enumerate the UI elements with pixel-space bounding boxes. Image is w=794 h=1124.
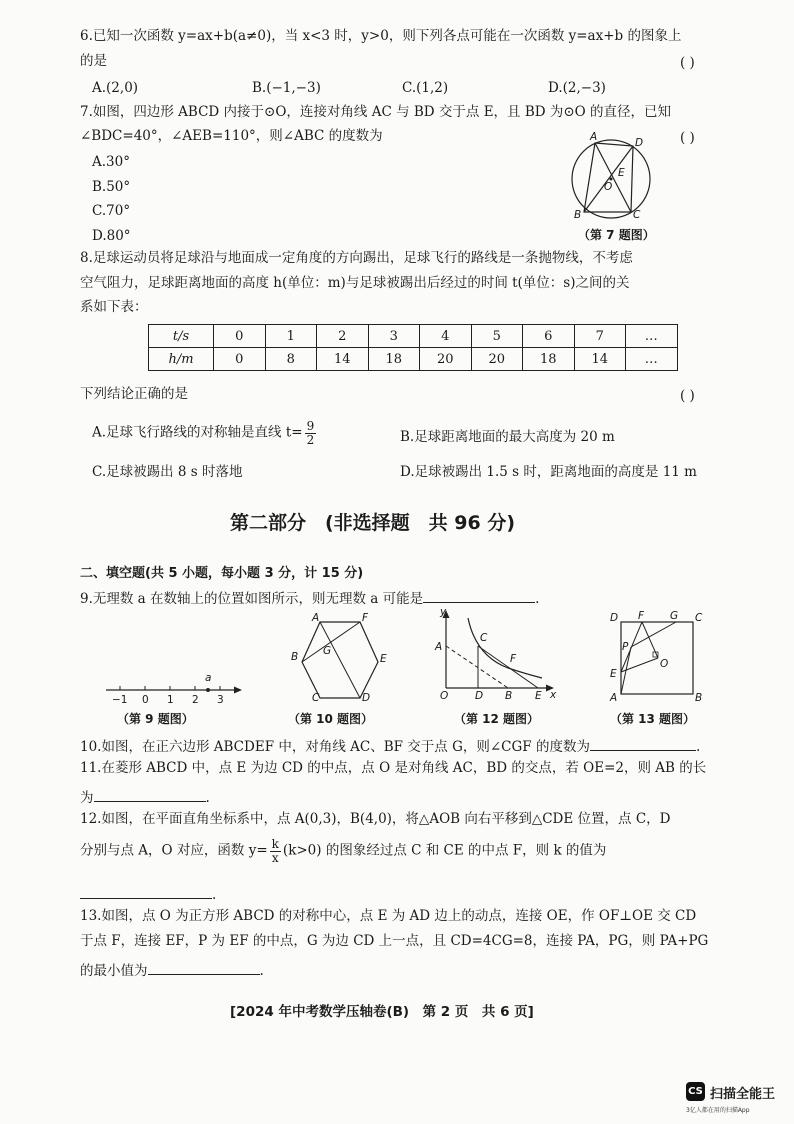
fig7-label-e: E bbox=[618, 167, 625, 179]
table-row-label: h/m bbox=[149, 348, 214, 371]
table-cell: 7 bbox=[574, 325, 626, 348]
fig10-label-b: B bbox=[291, 651, 299, 663]
fig12-label-y: y bbox=[440, 606, 447, 618]
q12-line2-suffix: (k>0) 的图象经过点 C 和 CE 的中点 F，则 k 的值为 bbox=[282, 842, 607, 859]
q8-option-b: B.足球距离地面的最大高度为 20 m bbox=[400, 429, 615, 445]
fig13-label-g: G bbox=[670, 610, 679, 622]
fig10-label-d: D bbox=[362, 692, 371, 704]
q7-option-b: B.50° bbox=[92, 179, 131, 195]
q7-option-c: C.70° bbox=[92, 203, 131, 219]
q6-option-c: C.(1,2) bbox=[402, 80, 449, 96]
q11-end: . bbox=[205, 790, 210, 806]
table-cell: 4 bbox=[420, 325, 472, 348]
q13-stem-line3 bbox=[80, 960, 264, 979]
table-cell: 0 bbox=[214, 325, 266, 348]
table-cell: 14 bbox=[574, 348, 626, 371]
fig10-label-e: E bbox=[380, 653, 387, 665]
fig9-tick-label: 3 bbox=[217, 694, 224, 706]
fig13-label-c: C bbox=[695, 612, 703, 624]
q11-answer-blank[interactable] bbox=[94, 787, 206, 802]
q12-stem-line1: 12.如图，在平面直角坐标系中，点 A(0,3)，B(4,0)，将△AOB 向右平移到△CDE 位置，点 C，D bbox=[80, 811, 671, 827]
table-row-h bbox=[149, 348, 678, 371]
fig12-label-a: A bbox=[435, 641, 443, 653]
fig13-label-a: A bbox=[610, 692, 618, 704]
q6-option-d: D.(2,−3) bbox=[548, 80, 606, 96]
q10-stem bbox=[80, 736, 700, 755]
q12-line2-prefix: 分别与点 A，O 对应，函数 y= bbox=[80, 842, 268, 859]
q7-figure-caption: （第 7 题图） bbox=[578, 228, 655, 242]
q8-option-d: D.足球被踢出 1.5 s 时，距离地面的高度是 11 m bbox=[400, 464, 697, 480]
table-cell: 8 bbox=[265, 348, 317, 371]
q11-stem-line2 bbox=[80, 787, 210, 806]
q12-stem-line2 bbox=[80, 838, 606, 864]
q6-option-b: B.(−1,−3) bbox=[252, 80, 321, 96]
fig9-caption: （第 9 题图） bbox=[117, 712, 194, 726]
table-cell: 18 bbox=[368, 348, 420, 371]
table-cell: 14 bbox=[317, 348, 369, 371]
q12-answer-line bbox=[80, 884, 216, 903]
fig9-number-line bbox=[100, 668, 250, 708]
fraction-numerator: k bbox=[271, 837, 279, 851]
fig12-label-f: F bbox=[510, 653, 517, 665]
table-row-t bbox=[149, 325, 678, 348]
table-cell: 5 bbox=[471, 325, 523, 348]
fig7-label-d: D bbox=[635, 137, 644, 149]
q8-prompt: 下列结论正确的是 bbox=[80, 386, 188, 402]
fig12-label-x: x bbox=[550, 689, 557, 701]
fig10-label-c: C bbox=[312, 692, 320, 704]
scanner-app-name: 扫描全能王 bbox=[710, 1087, 776, 1102]
fig13-label-o: O bbox=[660, 658, 669, 670]
table-cell: 0 bbox=[214, 348, 266, 371]
fig12-caption: （第 12 题图） bbox=[454, 712, 540, 726]
table-row-label: t/s bbox=[149, 325, 214, 348]
scanner-logo-icon: CS bbox=[686, 1082, 705, 1101]
fraction-numerator: 9 bbox=[306, 419, 315, 433]
q10-text: 10.如图，在正六边形 ABCDEF 中，对角线 AC、BF 交于点 G，则∠CGF 的度数为 bbox=[80, 739, 590, 755]
fig13-label-b: B bbox=[695, 692, 703, 704]
q11-line2-prefix: 为 bbox=[80, 790, 94, 806]
q6-answer-bracket: ( ) bbox=[680, 55, 695, 71]
section-heading-fill-in: 二、填空题(共 5 小题，每小题 3 分，计 15 分) bbox=[80, 566, 364, 581]
q12-end: . bbox=[212, 887, 217, 903]
q8-stem-line2: 空气阻力，足球距离地面的高度 h(单位：m)与足球被踢出后经过的时间 t(单位：s)之间的关 bbox=[80, 275, 630, 291]
q7-answer-bracket: ( ) bbox=[680, 130, 695, 146]
fig13-label-p: P bbox=[622, 641, 629, 653]
q12-fraction bbox=[270, 838, 281, 864]
q8-option-a-text: A.足球飞行路线的对称轴是直线 t= bbox=[92, 424, 303, 441]
q6-option-a: A.(2,0) bbox=[92, 80, 139, 96]
table-cell: 2 bbox=[317, 325, 369, 348]
fig13-label-f: F bbox=[638, 610, 645, 622]
fig9-tick-label: 0 bbox=[142, 694, 149, 706]
fig13-square-figure bbox=[606, 608, 706, 704]
table-cell: 6 bbox=[523, 325, 575, 348]
fig10-label-f: F bbox=[362, 612, 369, 624]
q8-stem-line1: 8.足球运动员将足球沿与地面成一定角度的方向踢出，足球飞行的路线是一条抛物线，不考虑 bbox=[80, 250, 633, 266]
page-footer: [2024 年中考数学压轴卷(B) 第 2 页 共 6 页] bbox=[230, 1004, 534, 1020]
fig7-label-o: O bbox=[604, 181, 613, 193]
table-cell: … bbox=[626, 348, 678, 371]
table-cell: 1 bbox=[265, 325, 317, 348]
table-cell: … bbox=[626, 325, 678, 348]
q8-data-table bbox=[148, 324, 678, 371]
q6-stem-line2: 的是 bbox=[80, 53, 107, 69]
q11-stem-line1: 11.在菱形 ABCD 中，点 E 为边 CD 的中点，点 O 是对角线 AC，BD 的交点，若 OE=2，则 AB 的长 bbox=[80, 760, 707, 776]
table-cell: 3 bbox=[368, 325, 420, 348]
q8-stem-line3: 系如下表： bbox=[80, 299, 148, 315]
fig13-label-d: D bbox=[610, 612, 619, 624]
fig12-label-o: O bbox=[440, 690, 449, 702]
q13-end: . bbox=[259, 963, 264, 979]
q8-option-a bbox=[92, 420, 318, 446]
q7-option-a: A.30° bbox=[92, 154, 130, 170]
fig9-tick-label: −1 bbox=[112, 694, 128, 706]
fig7-label-c: C bbox=[633, 209, 641, 221]
fig10-label-g: G bbox=[323, 645, 332, 657]
fig7-label-b: B bbox=[574, 209, 582, 221]
q7-stem-line2: ∠BDC=40°，∠AEB=110°，则∠ABC 的度数为 bbox=[80, 128, 383, 144]
q13-answer-blank[interactable] bbox=[148, 960, 260, 975]
fig13-caption: （第 13 题图） bbox=[610, 712, 696, 726]
fig12-label-d: D bbox=[475, 690, 484, 702]
q10-answer-blank[interactable] bbox=[590, 736, 696, 751]
q6-stem-line1: 6.已知一次函数 y=ax+b(a≠0)，当 x<3 时，y>0，则下列各点可能在一次函数 y=ax+b 的图象上 bbox=[80, 28, 682, 44]
fig13-label-e: E bbox=[610, 668, 617, 680]
fig7-label-a: A bbox=[590, 132, 598, 143]
table-cell: 20 bbox=[420, 348, 472, 371]
fig12-label-e: E bbox=[535, 690, 542, 702]
q13-stem-line2: 于点 F，连接 EF，P 为 EF 的中点，G 为边 CD 上一点，且 CD=4CG=8，连接 PA，PG，则 PA+PG bbox=[80, 933, 709, 949]
fig10-hexagon bbox=[282, 610, 392, 705]
q10-end: . bbox=[695, 739, 701, 755]
fig12-label-b: B bbox=[505, 690, 513, 702]
fig10-caption: （第 10 题图） bbox=[288, 712, 374, 726]
part2-title: 第二部分 (非选择题 共 96 分) bbox=[230, 512, 516, 534]
q8-option-c: C.足球被踢出 8 s 时落地 bbox=[92, 464, 243, 480]
q13-stem-line1: 13.如图，点 O 为正方形 ABCD 的对称中心，点 E 为 AD 边上的动点，连接 OE，作 OF⊥OE 交 CD bbox=[80, 908, 697, 924]
fig9-tick-label: 2 bbox=[192, 694, 199, 706]
q8-answer-bracket: ( ) bbox=[680, 388, 695, 404]
fig9-point-label: a bbox=[205, 672, 212, 684]
q12-answer-blank[interactable] bbox=[80, 884, 212, 899]
q8-option-a-fraction bbox=[305, 420, 317, 446]
fig12-coordinate-figure bbox=[430, 606, 560, 702]
q7-option-d: D.80° bbox=[92, 228, 131, 244]
q9-end: . bbox=[535, 591, 540, 607]
table-cell: 20 bbox=[471, 348, 523, 371]
fraction-denominator: 2 bbox=[306, 432, 315, 447]
fig9-tick-label: 1 bbox=[167, 694, 174, 706]
scanner-app-tagline: 3亿人都在用的扫描App bbox=[686, 1107, 750, 1114]
fig12-label-c: C bbox=[480, 632, 488, 644]
q7-stem-line1: 7.如图，四边形 ABCD 内接于⊙O，连接对角线 AC 与 BD 交于点 E，且 BD 为⊙O 的直径，已知 bbox=[80, 104, 672, 120]
fig10-label-a: A bbox=[312, 612, 320, 624]
table-cell: 18 bbox=[523, 348, 575, 371]
q13-line3-prefix: 的最小值为 bbox=[80, 963, 148, 979]
q7-circle-figure bbox=[562, 132, 662, 226]
q9-stem bbox=[80, 588, 539, 607]
fraction-denominator: x bbox=[271, 850, 279, 865]
q9-text: 9.无理数 a 在数轴上的位置如图所示，则无理数 a 可能是 bbox=[80, 591, 424, 607]
q9-answer-blank[interactable] bbox=[423, 588, 535, 603]
